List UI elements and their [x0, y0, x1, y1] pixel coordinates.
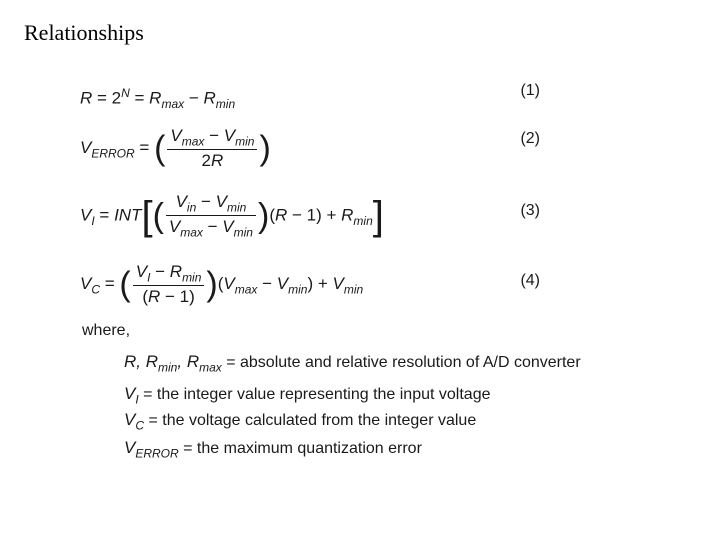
equation-3: $V_I = INT$[( $\frac{V_{in} - V_{min}}{V_{max} - V_{min}}$ )$(R - 1) + R_{min}$]	[80, 192, 384, 240]
equations-block	[80, 70, 540, 330]
equation-1: $R = 2^N = R_{max} - R_{min}$	[80, 86, 236, 112]
equation-2: $V_{ERROR}$ = ( $\frac{V_{max} - V_{min}}{2R}$ )	[80, 126, 271, 171]
definition-resolution: R, $R_{min}$, $R_{max}$ = absolute and relative resolution of A/D converter	[124, 352, 581, 375]
equation-3-number: (3)	[520, 202, 540, 219]
definition-vi: $V_I$ = the integer value representing the input voltage	[124, 384, 491, 407]
equation-4-number: (4)	[520, 272, 540, 289]
definition-vc: $V_C$ = the voltage calculated from the integer value	[124, 410, 477, 433]
definition-verror: $V_{ERROR}$ = the maximum quantization error	[124, 438, 422, 461]
slide-title: Relationships	[24, 20, 144, 45]
where-label: where,	[82, 322, 131, 339]
definition-verror-text: the maximum quantization error	[196, 440, 422, 457]
definition-vi-text: the integer value representing the input voltage	[156, 386, 491, 403]
definition-vc-text: the voltage calculated from the integer value	[162, 412, 477, 429]
equation-4: $V_C$ = ( $\frac{V_I - R_{min}}{(R - 1)}$ )$(V_{max} - V_{min}) + V_{min}$	[80, 262, 364, 307]
equation-1-number: (1)	[520, 82, 540, 99]
definition-resolution-text: absolute and relative resolution of A/D converter	[240, 354, 581, 371]
equation-2-number: (2)	[520, 130, 540, 147]
